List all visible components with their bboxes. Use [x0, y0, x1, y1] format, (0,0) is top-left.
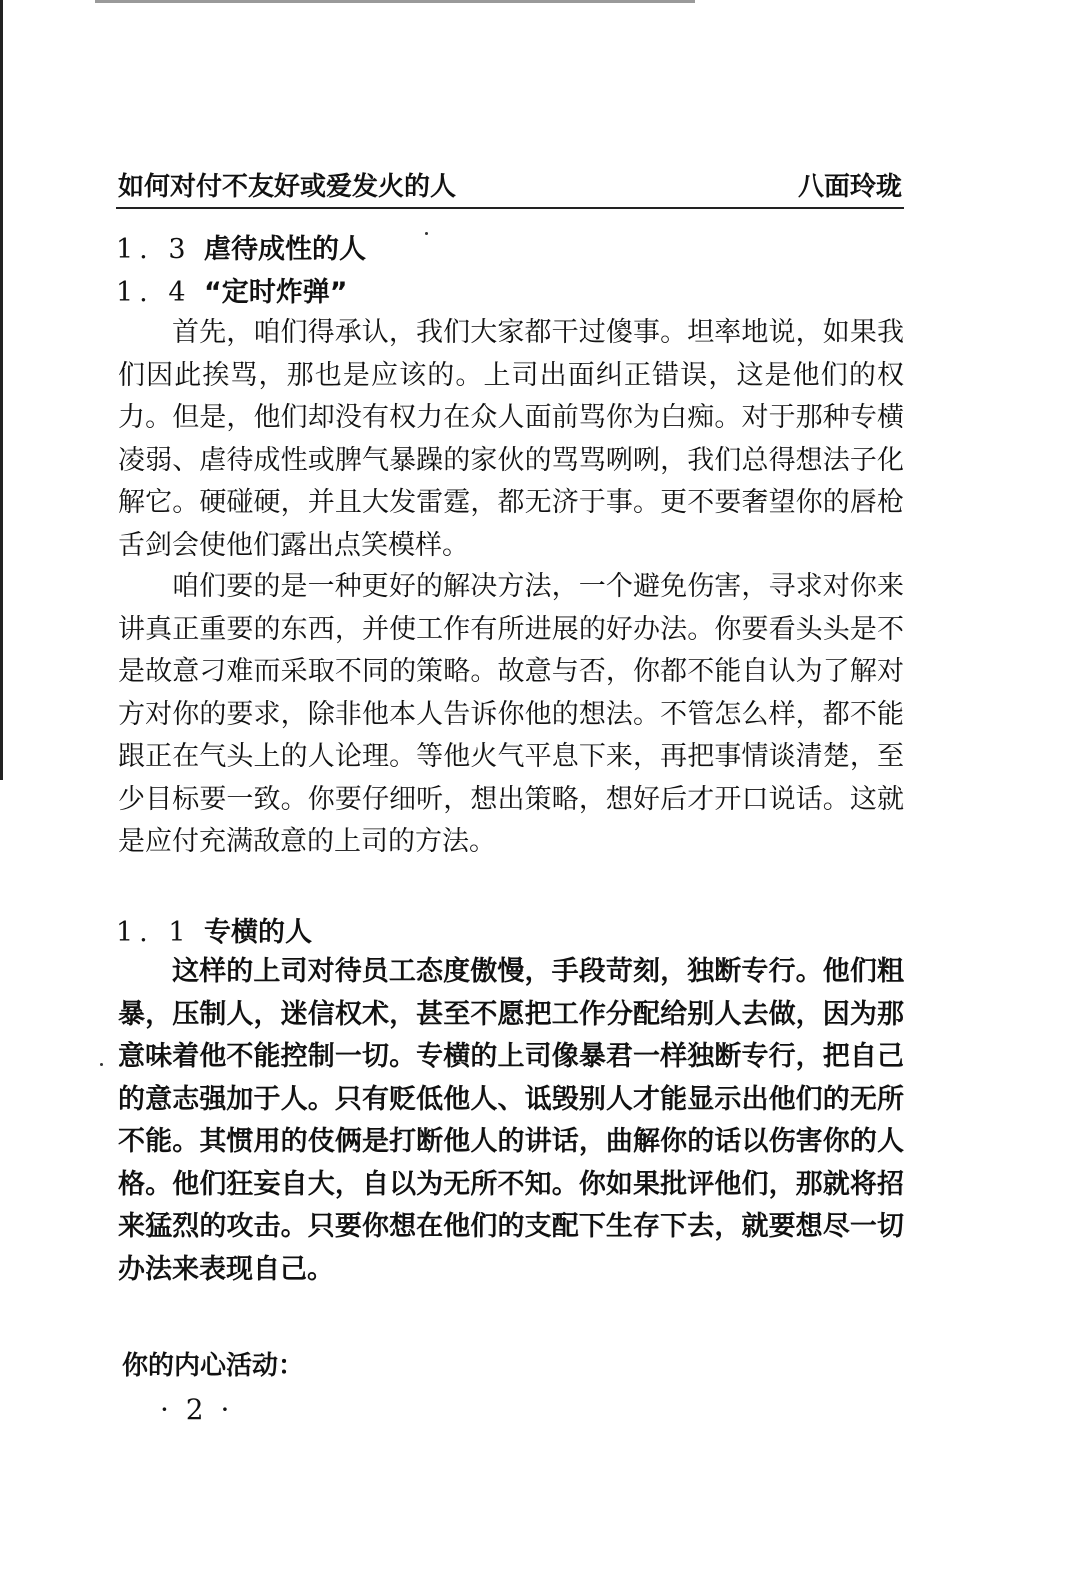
section-heading-1-4 [116, 273, 348, 313]
section-heading-1-3 [116, 230, 366, 270]
section-title: 虐待成性的人 [204, 234, 366, 265]
paragraph-bossy-boss: 这样的上司对待员工态度傲慢，手段苛刻，独断专行。他们粗暴，压制人，迷信权术，甚至不愿把工作分配给别人去做，因为那意味着他不能控制一切。专横的上司像暴君一样独断专行，把自己的意志强加于人。只有贬低他人、诋毁别人才能显示出他们的无所不能。其惯用的伎俩是打断他人的讲话，曲解你的话以伤害你的人格。他们狂妄自大，自以为无所不知。你如果批评他们，那就将招来猛烈的攻击。只要你想在他们的支配下生存下去，就要想尽一切办法来表现自己。 [118, 956, 904, 1285]
section-heading-1-1 [116, 913, 312, 953]
running-head [118, 166, 902, 202]
running-head-chapter-title: 如何对付不友好或爱发火的人 [118, 172, 457, 202]
running-head-book-title: 八面玲珑 [797, 172, 902, 202]
header-rule [116, 207, 904, 209]
scan-artifact-top [95, 0, 695, 3]
inner-activity-label: 你的内心活动： [122, 1351, 305, 1381]
scan-speck [100, 1063, 103, 1066]
scan-speck [425, 232, 428, 235]
scan-artifact-left-edge [0, 0, 3, 780]
paragraph-intro: 首先，咱们得承认，我们大家都干过傻事。坦率地说，如果我们因此挨骂，那也是应该的。上司出面纠正错误，这是他们的权力。但是，他们却没有权力在众人面前骂你为白痴。对于那种专横凌弱、虐待成性或脾气暴躁的家伙的骂骂咧咧，我们总得想法子化解它。硬碰硬，并且大发雷霆，都无济于事。更不要奢望你的唇枪舌剑会使他们露出点笑模样。 [118, 317, 904, 561]
section-number: 1. 4 [116, 277, 192, 308]
section-number: 1. 3 [116, 234, 192, 265]
section-number: 1. 1 [116, 917, 192, 948]
paragraph-solution: 咱们要的是一种更好的解决方法，一个避免伤害，寻求对你来讲真正重要的东西，并使工作有所进展的好办法。你要看头头是不是故意刁难而采取不同的策略。故意与否，你都不能自认为了解对方对你的要求，除非他本人告诉你他的想法。不管怎么样，都不能跟正在气头上的人论理。等他火气平息下来，再把事情谈清楚，至少目标要一致。你要仔细听，想出策略，想好后才开口说话。这就是应付充满敌意的上司的方法。 [118, 571, 904, 857]
section-title: “定时炸弹” [204, 277, 348, 308]
section-title: 专横的人 [204, 917, 312, 948]
page-number: · 2 · [160, 1393, 234, 1426]
